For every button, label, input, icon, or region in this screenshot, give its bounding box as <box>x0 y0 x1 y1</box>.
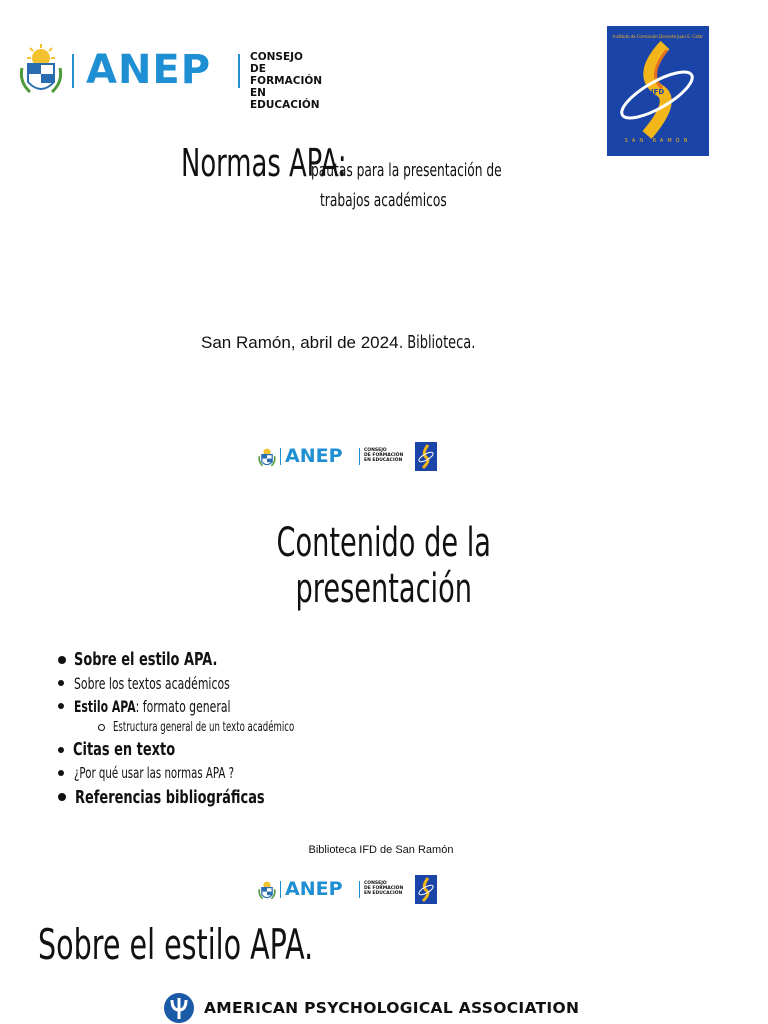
anep-logo-small <box>257 442 439 472</box>
date-text: San Ramón, abril de 2024 <box>201 333 399 352</box>
apa-logo-text: AMERICAN PSYCHOLOGICAL ASSOCIATION <box>204 999 580 1017</box>
slide2-title <box>0 520 768 610</box>
date-suffix: . Biblioteca. <box>398 332 475 353</box>
contents-list <box>58 648 388 810</box>
sub-bullet-icon <box>98 724 105 731</box>
list-item: Sobre el estilo APA. <box>58 648 388 671</box>
slide3-title: Sobre el estilo APA. <box>38 920 314 969</box>
bullet-icon <box>58 793 66 801</box>
bullet-icon <box>58 656 66 664</box>
list-item: Estilo APA: formato general <box>58 695 388 717</box>
psi-symbol-icon <box>163 992 195 1024</box>
anep-brand: ANEP <box>86 47 212 93</box>
slide2-title-line1: Contenido de la <box>276 520 492 566</box>
list-item: Sobre los textos académicos <box>58 671 388 695</box>
anep-subtitle: CONSEJO DE FORMACIÓN EN EDUCACIÓN <box>250 51 323 112</box>
anep-subtitle: CONSEJO DE FORMACIÓN EN EDUCACIÓN <box>364 448 404 464</box>
anep-brand: ANEP <box>285 445 343 467</box>
slide2-footer: Biblioteca IFD de San Ramón <box>308 844 454 856</box>
bullet-icon <box>58 680 64 686</box>
ifd-mini-cover-icon <box>415 875 437 904</box>
logo-separator <box>359 881 360 898</box>
logo-separator <box>238 54 240 88</box>
bullet-icon <box>58 770 64 776</box>
uruguay-coat-of-arms-icon <box>257 878 277 902</box>
list-item: Referencias bibliográficas <box>58 784 388 810</box>
apa-logo <box>163 992 579 1024</box>
list-item: ¿Por qué usar las normas APA ? <box>58 762 388 784</box>
slide1-title: Normas APA: <box>181 141 347 185</box>
slide1-title-rest: pautas para la presentación de <box>311 160 502 181</box>
slide1-date <box>201 330 505 353</box>
slide1-title-line2: trabajos académicos <box>320 190 447 211</box>
logo-separator <box>359 448 360 465</box>
anep-logo-small <box>257 875 439 905</box>
bullet-icon <box>58 747 64 753</box>
slide2-title-line2: presentación <box>295 566 473 612</box>
logo-separator <box>72 54 74 88</box>
anep-subtitle: CONSEJO DE FORMACIÓN EN EDUCACIÓN <box>364 881 404 897</box>
anep-logo-large <box>16 42 323 112</box>
uruguay-coat-of-arms-icon <box>257 445 277 469</box>
logo-separator <box>280 881 281 898</box>
book-cover-image <box>607 26 709 156</box>
bullet-icon <box>58 703 64 709</box>
logo-separator <box>280 448 281 465</box>
ifd-mini-cover-icon <box>415 442 437 471</box>
slide1-title-line <box>181 141 511 185</box>
cover-bottom-text: SAN RAMÓN <box>624 138 692 144</box>
uruguay-coat-of-arms-icon <box>16 42 66 98</box>
cover-center-text: IFD <box>651 88 665 96</box>
list-item: Estructura general de un texto académico <box>58 717 388 737</box>
anep-brand: ANEP <box>285 878 343 900</box>
cover-top-text: Instituto de Formación Docente Juan E. Cafar <box>613 34 704 39</box>
list-item: Citas en texto <box>58 737 388 762</box>
